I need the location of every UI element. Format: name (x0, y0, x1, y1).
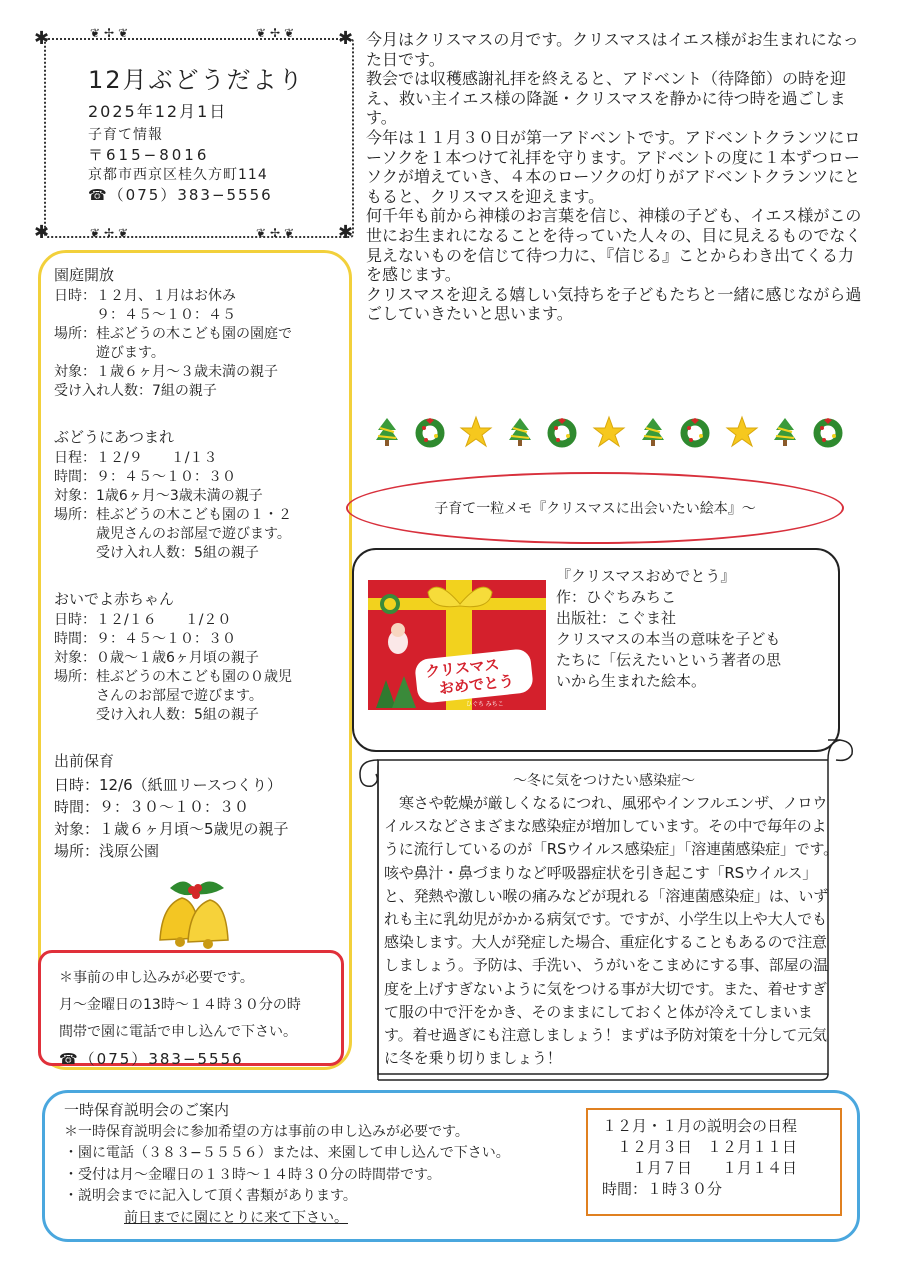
phone: ☎（075）383−5556 (88, 186, 273, 204)
flourish-icon: ❦✢❦ (256, 226, 299, 240)
section-heading: 出前保育 (54, 752, 115, 770)
section-line: 場所：桂ぶどうの木こども園の園庭で (54, 326, 292, 342)
section-line: 遊びます。 (54, 345, 165, 361)
book-cover-image (368, 580, 546, 710)
section-line: 日時：１２月、１月はお休み (54, 288, 236, 304)
section-heading: 園庭開放 (54, 266, 115, 284)
star-icon (725, 415, 759, 449)
memo-title: 子育て一粒メモ『クリスマスに出会いたい絵本』〜 (434, 501, 756, 517)
christmas-tree-icon (507, 416, 533, 448)
snowflake-icon: ✱ (34, 28, 50, 49)
section-line: 対象：１歳６ヶ月頃〜5歳児の親子 (54, 820, 289, 838)
section-line: 受け入れ人数：5組の親子 (54, 707, 259, 723)
info-line: ・園に電話（３８３−５５５６）または、来園して申し込んで下さい。 (64, 1145, 510, 1161)
info-line: ・受付は月〜金曜日の１３時〜１４時３０分の時間帯です。 (64, 1166, 441, 1183)
section-gather (54, 428, 292, 563)
section-line: 場所：桂ぶどうの木こども園の１・２ (54, 507, 292, 523)
section-line: 日時：１２/１６ １/２０ (54, 612, 232, 628)
illness-title: 〜冬に気をつけたい感染症〜 (513, 773, 695, 789)
section-line: 時間：９：４５〜１０：３０ (54, 631, 236, 647)
issue-date: 2025年12月1日 (88, 102, 228, 121)
info-label: 子育て情報 (88, 127, 163, 143)
snowflake-icon: ✱ (338, 28, 354, 49)
section-line: 時間：９：３０〜１０：３０ (54, 798, 250, 816)
section-line: 受け入れ人数：7組の親子 (54, 383, 217, 399)
schedule-time: 時間：１時３０分 (602, 1180, 723, 1198)
schedule-title: １２月・１月の説明会の日程 (602, 1117, 798, 1135)
christmas-bell-icon (140, 870, 250, 950)
postal-code: 〒615−8016 (88, 146, 210, 164)
section-line: 場所：桂ぶどうの木こども園の０歳児 (54, 669, 292, 685)
info-line: ・説明会までに記入して頂く書類があります。 (64, 1188, 357, 1204)
snowflake-icon: ✱ (34, 222, 50, 243)
section-line: 対象：１歳６ヶ月〜３歳未満の親子 (54, 364, 278, 380)
wreath-icon (546, 416, 578, 448)
flourish-icon: ❦✢❦ (90, 26, 133, 40)
section-line: 受け入れ人数：5組の親子 (54, 545, 259, 561)
schedule-row: １月７日 １月１４日 (602, 1159, 798, 1177)
wreath-icon (812, 416, 844, 448)
christmas-tree-icon (374, 416, 400, 448)
christmas-ornament-row (374, 412, 844, 452)
section-baby (54, 590, 292, 725)
intro-paragraph: クリスマスを迎える嬉しい気持ちを子どもたちと一緒に感じながら過ごしていきたいと思います。 (366, 284, 862, 324)
book-publisher: 出版社：こぐま社 (556, 609, 677, 627)
info-session-text (64, 1100, 584, 1229)
info-line: ＊一時保育説明会に参加希望の方は事前の申し込みが必要です。 (64, 1123, 469, 1140)
book-author: 作：ひぐちみちこ (556, 588, 677, 606)
book-desc-line: いから生まれた絵本。 (556, 672, 707, 690)
cover-title-line1: クリスマス (424, 656, 501, 682)
book-info (556, 566, 826, 692)
book-desc-line: クリスマスの本当の意味を子ども (556, 630, 781, 648)
section-line: ９：４５〜１０：４５ (54, 307, 236, 323)
schedule-row: １２月３日 １２月１１日 (602, 1138, 798, 1156)
cover-title-line2: おめでとう (438, 672, 515, 698)
book-desc-line: たちに「伝えたいという著者の思 (556, 651, 782, 669)
notice-line: 間帯で園に電話で申し込んで下さい。 (59, 1024, 297, 1040)
book-title: 『クリスマスおめでとう』 (556, 567, 736, 585)
section-garden (54, 266, 292, 401)
illness-body: 寒さや乾燥が厳しくなるにつれ、風邪やインフルエンザ、ノロウイルスなどさまざまな感染症が増加しています。その中で毎年のように流行しているのが「RSウイルス感染症」「溶連菌感染症」です。咳や鼻汁・鼻づまりなど呼吸器症状を引き起こす「RSウイルス」と、発熱や激しい喉の痛みなどが現れる「溶連菌感染症」は、いずれも主に乳幼児がかかる病気です。ですが、小学生以上や大人でも感染します。大人が発症した場合、重症化することもあるので注意しましょう。予防は、手洗い、うがいをこまめにする事、部屋の温度を上げすぎないように気をつける事が大切です。また、着せすぎて服の中で汗をかき、そのままにしておくと体が冷えてしまいます。着せ過ぎにも注意しましょう！まずは予防対策を十分して元気に冬を乗り切りましょう！ (384, 794, 838, 1068)
newsletter-title: 12月ぶどうだより (88, 66, 305, 94)
section-outreach (54, 750, 289, 862)
section-heading: おいでよ赤ちゃん (54, 590, 175, 608)
flourish-icon: ❦✢❦ (90, 226, 133, 240)
wreath-icon (414, 416, 446, 448)
schedule-box (586, 1108, 842, 1216)
header-box (44, 38, 354, 238)
flourish-icon: ❦✢❦ (256, 26, 299, 40)
wreath-icon (679, 416, 711, 448)
notice-phone: ☎（075）383−5556 (59, 1050, 244, 1068)
intro-paragraph: 何千年も前から神様のお言葉を信じ、神様の子ども、イエス様がこの世にお生まれになることを待っていた人々の、目に見えるものでなく見えないものを信じて待つ力に、『信じる』ことからわき出てくる力を感じます。 (366, 206, 862, 285)
section-line: 時間：９：４５〜１０：３０ (54, 469, 236, 485)
intro-paragraph: 教会では収穫感謝礼拝を終えると、アドベント（待降節）の時を迎え、救い主イエス様の降誕・クリスマスを静かに待つ時を過ごします。 (366, 69, 847, 128)
christmas-tree-icon (772, 416, 798, 448)
info-underlined: 前日までに園にとりに来て下さい。 (124, 1209, 348, 1226)
notice-line: ＊事前の申し込みが必要です。 (59, 970, 254, 986)
intro-paragraph: 今月はクリスマスの月です。クリスマスはイエス様がお生まれになった日です。 (366, 30, 859, 69)
section-line: 日時：12/6（紙皿リースつくり） (54, 776, 282, 794)
star-icon (459, 415, 493, 449)
section-heading: ぶどうにあつまれ (54, 428, 175, 446)
section-line: 対象：1歳6ヶ月〜3歳未満の親子 (54, 488, 263, 504)
intro-paragraph: 今年は１１月３０日が第一アドベントです。アドベントクランツにローソクを１本つけて礼拝を守ります。アドベントの度に１本ずつローソクが増えていき、４本のローソクの灯りがアドベントクランツにともると、クリスマスを迎えます。 (366, 127, 861, 206)
section-line: 場所：浅原公園 (54, 842, 160, 860)
section-line: 歳児さんのお部屋で遊びます。 (54, 526, 291, 542)
section-line: 対象：０歳〜１歳6ヶ月頃の親子 (54, 650, 259, 666)
memo-oval (346, 472, 844, 544)
info-session-heading: 一時保育説明会のご案内 (64, 1101, 230, 1119)
section-line: 日程：１２/９ １/１３ (54, 450, 218, 466)
christmas-tree-icon (640, 416, 666, 448)
notice-line: 月〜金曜日の13時〜１４時３０分の時 (59, 997, 301, 1013)
section-line: さんのお部屋で遊びます。 (54, 688, 263, 704)
cover-author: ひぐち みちこ (466, 702, 504, 708)
intro-text (366, 30, 866, 324)
snowflake-icon: ✱ (338, 222, 354, 243)
application-notice (38, 950, 344, 1066)
star-icon (592, 415, 626, 449)
address: 京都市西京区桂久方町114 (88, 167, 268, 183)
